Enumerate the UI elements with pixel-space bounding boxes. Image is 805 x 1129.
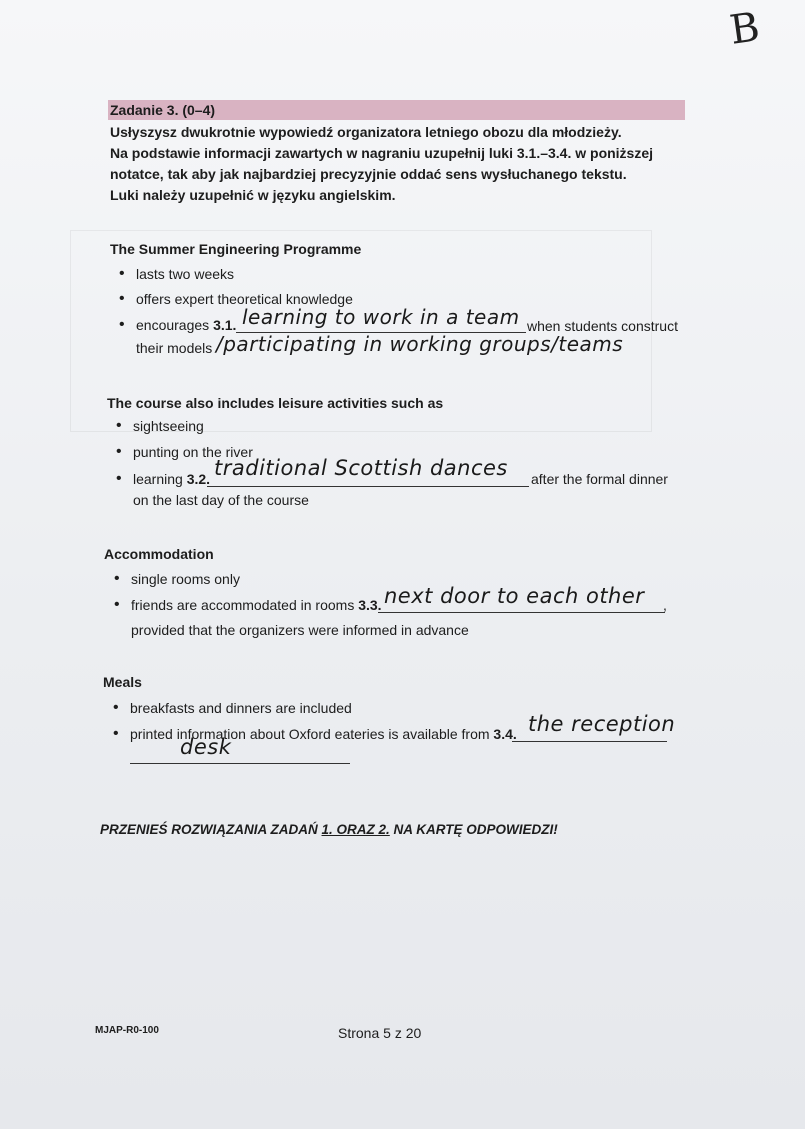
answer-3-3: next door to each other: [384, 584, 645, 608]
instruction-line: notatce, tak aby jak najbardziej precyzyjnie oddać sens wysłuchanego tekstu.: [110, 166, 627, 182]
gap-number: 3.2.: [186, 471, 211, 487]
bullet-text: when students construct: [527, 318, 678, 334]
answer-3-4: the reception: [528, 712, 676, 736]
page-number: Strona 5 z 20: [338, 1025, 422, 1041]
note-text: PRZENIEŚ ROZWIĄZANIA ZADAŃ: [100, 822, 318, 837]
exam-code: MJAP-R0-100: [95, 1025, 159, 1036]
answer-3-1-alt: /participating in working groups/teams: [216, 332, 624, 356]
accommodation-bullet: • single rooms only: [131, 571, 240, 587]
accommodation-bullet-gap: [131, 597, 382, 613]
gap-3-3-line[interactable]: [378, 612, 665, 613]
gap-number: 3.1.: [213, 317, 237, 333]
answer-3-1: learning to work in a team: [242, 305, 520, 329]
accommodation-title: Accommodation: [104, 546, 214, 562]
transfer-note: [100, 822, 558, 837]
note-text: NA KARTĘ ODPOWIEDZI!: [393, 822, 558, 837]
gap-3-2-line[interactable]: [207, 486, 529, 487]
instruction-line: Na podstawie informacji zawartych w nagraniu uzupełnij luki 3.1.–3.4. w poniższej: [110, 145, 654, 161]
programme-bullet: • lasts two weeks: [136, 266, 234, 282]
gap-number: 3.3.: [358, 597, 382, 613]
meals-bullet: • breakfasts and dinners are included: [130, 700, 352, 716]
leisure-bullet-gap: [133, 471, 210, 487]
bullet-text: ,: [663, 597, 667, 613]
bullet-text: learning: [133, 471, 183, 487]
gap-3-4-line-cont[interactable]: [130, 763, 350, 764]
bullet-text: encourages: [136, 317, 210, 333]
answer-3-4-cont: desk: [180, 735, 232, 759]
corner-mark: B: [726, 4, 763, 54]
note-underlined: 1. ORAZ 2.: [321, 822, 390, 837]
bullet-continuation: their models: [136, 340, 213, 356]
task-instructions: [110, 122, 690, 206]
answer-3-2: traditional Scottish dances: [214, 456, 508, 480]
programme-bullet: • offers expert theoretical knowledge: [136, 291, 353, 307]
leisure-title: The course also includes leisure activities such as: [107, 395, 444, 411]
task-heading: Zadanie 3. (0–4): [108, 100, 685, 120]
leisure-bullet: • sightseeing: [133, 418, 204, 434]
bullet-continuation: on the last day of the course: [133, 492, 309, 508]
instruction-line: Usłyszysz dwukrotnie wypowiedź organizatora letniego obozu dla młodzieży.: [110, 124, 622, 140]
meals-title: Meals: [103, 674, 142, 690]
bullet-text: after the formal dinner: [531, 471, 668, 487]
instruction-line: Luki należy uzupełnić w języku angielskim.: [110, 187, 396, 203]
programme-bullet-gap: [136, 317, 236, 333]
programme-title: The Summer Engineering Programme: [110, 241, 362, 257]
bullet-continuation: provided that the organizers were informed in advance: [131, 622, 469, 638]
gap-number: 3.4.: [493, 726, 517, 742]
bullet-text: printed information about Oxford eateries is available from: [130, 726, 490, 742]
bullet-text: friends are accommodated in rooms: [131, 597, 355, 613]
leisure-bullet: • punting on the river: [133, 444, 253, 460]
gap-3-4-line[interactable]: [512, 741, 667, 742]
